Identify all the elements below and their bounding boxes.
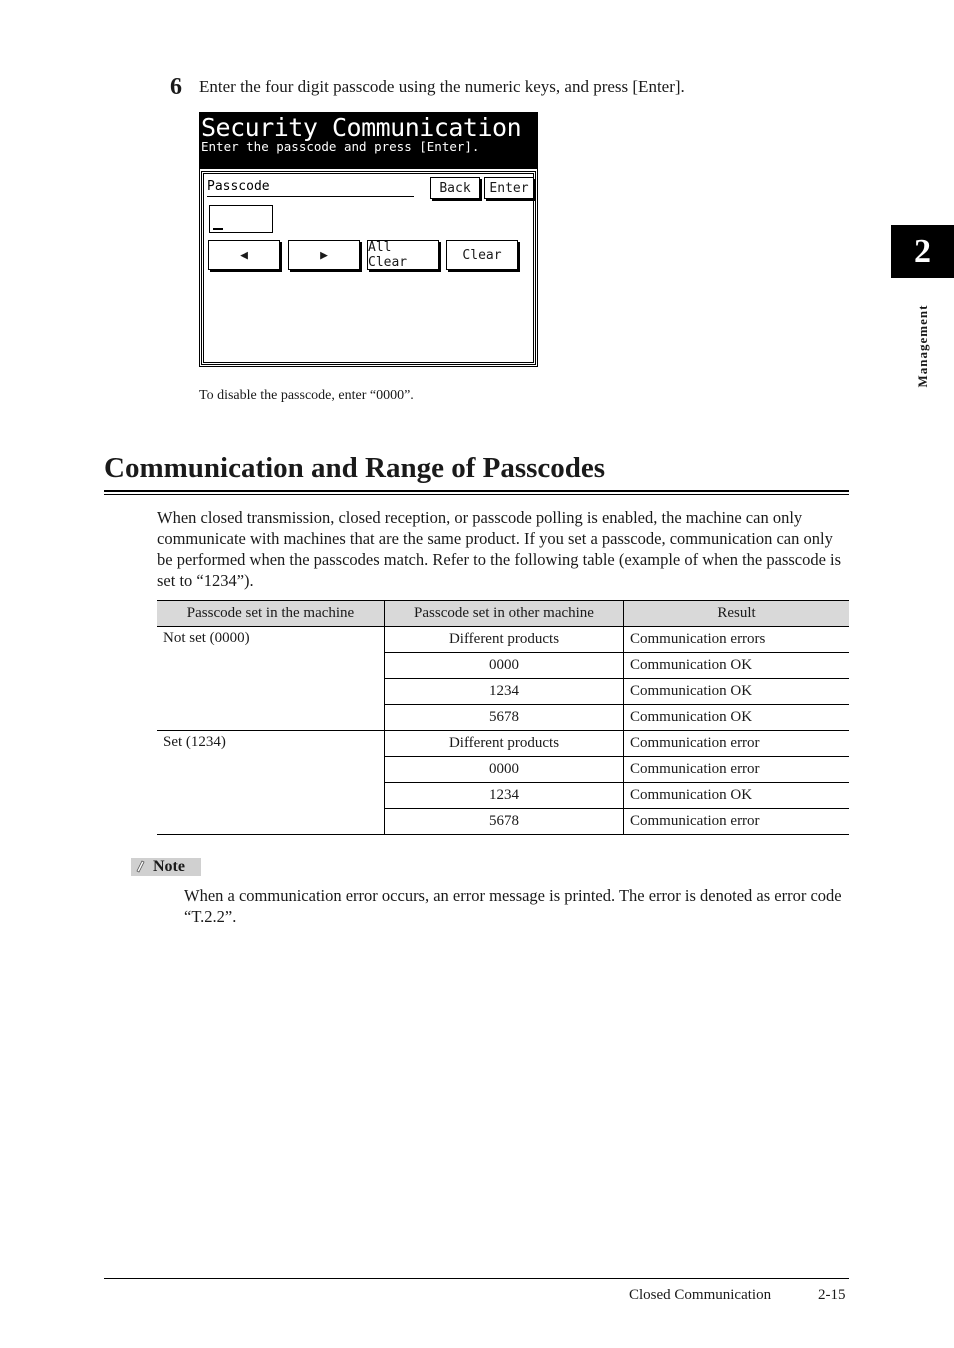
- machine-passcode-cell: Set (1234): [157, 731, 385, 835]
- passcode-underline: [207, 196, 414, 197]
- result-cell: Communication OK: [624, 653, 850, 679]
- other-passcode-cell: 5678: [385, 809, 624, 835]
- passcode-table: [157, 600, 849, 835]
- passcode-input[interactable]: [209, 205, 273, 233]
- footer-section-title: Closed Communication: [629, 1287, 772, 1303]
- note-tag: [131, 858, 201, 876]
- lcd-subtitle: Enter the passcode and press [Enter].: [201, 139, 480, 154]
- other-passcode-cell: 0000: [385, 757, 624, 783]
- chapter-tab: 2: [891, 225, 954, 278]
- result-cell: Communication OK: [624, 705, 850, 731]
- page-number: 2-15: [818, 1287, 846, 1303]
- step-number: 6: [170, 74, 182, 100]
- clear-button[interactable]: [446, 240, 518, 270]
- section-heading: Communication and Range of Passcodes: [104, 452, 606, 484]
- other-passcode-cell: 5678: [385, 705, 624, 731]
- step-instruction: Enter the four digit passcode using the numeric keys, and press [Enter].: [199, 77, 685, 96]
- caption: To disable the passcode, enter “0000”.: [199, 388, 414, 403]
- result-cell: Communication OK: [624, 783, 850, 809]
- heading-rule: [104, 490, 849, 492]
- result-cell: Communication OK: [624, 679, 850, 705]
- text-cursor: [213, 228, 223, 230]
- lcd-header: [200, 113, 537, 169]
- table-row: [157, 627, 849, 653]
- table-header-row: [157, 601, 849, 627]
- cursor-left-button[interactable]: [208, 240, 280, 270]
- all-clear-label: All Clear: [368, 240, 408, 270]
- body-paragraph: When closed transmission, closed reception, or passcode polling is enabled, the machine can only communicate with machines that are the same product. If you set a passcode, communication can only be performed when the passcodes match. Refer to the following table (example of when the passcode is set to “1234”).: [157, 508, 842, 590]
- footer-rule: [104, 1278, 849, 1279]
- other-passcode-cell: 1234: [385, 783, 624, 809]
- other-passcode-cell: 0000: [385, 653, 624, 679]
- pencil-icon: [136, 860, 146, 873]
- lcd-title: Security Communication: [201, 113, 522, 142]
- result-cell: Communication errors: [624, 627, 850, 653]
- back-button-label: Back: [439, 180, 471, 196]
- all-clear-button[interactable]: [367, 240, 439, 270]
- result-cell: Communication error: [624, 731, 850, 757]
- note-text: When a communication error occurs, an error message is printed. The error is denoted as error code “T.2.2”.: [184, 886, 842, 926]
- column-header: Passcode set in the machine: [157, 601, 385, 627]
- table-row: [157, 731, 849, 757]
- back-button[interactable]: [430, 177, 480, 199]
- lcd-screen: [199, 112, 538, 367]
- column-header: Result: [624, 601, 850, 627]
- column-header: Passcode set in other machine: [385, 601, 624, 627]
- other-passcode-cell: Different products: [385, 627, 624, 653]
- result-cell: Communication error: [624, 809, 850, 835]
- heading-rule-thin: [104, 494, 849, 495]
- lcd-panel: [201, 171, 536, 365]
- enter-button-label: Enter: [489, 180, 529, 196]
- chapter-side-label: Management: [915, 304, 930, 388]
- note-label: Note: [153, 858, 185, 875]
- right-arrow-icon: ▶: [320, 247, 328, 263]
- cursor-right-button[interactable]: [288, 240, 360, 270]
- other-passcode-cell: 1234: [385, 679, 624, 705]
- clear-label: Clear: [462, 247, 502, 263]
- machine-passcode-cell: Not set (0000): [157, 627, 385, 731]
- left-arrow-icon: ◀: [240, 247, 248, 263]
- result-cell: Communication error: [624, 757, 850, 783]
- enter-button[interactable]: [484, 177, 534, 199]
- passcode-label: Passcode: [207, 179, 270, 194]
- other-passcode-cell: Different products: [385, 731, 624, 757]
